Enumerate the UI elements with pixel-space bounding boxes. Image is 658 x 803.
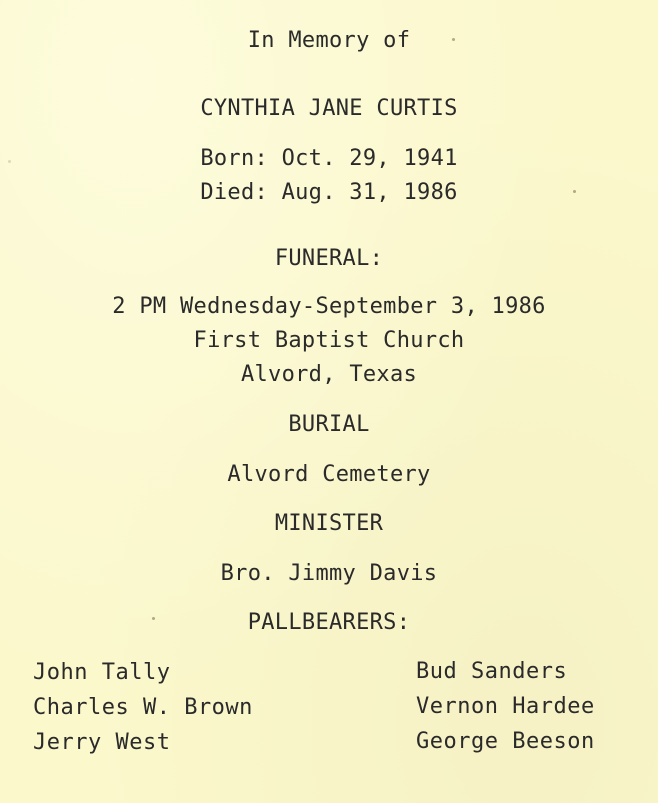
death-date: Died: Aug. 31, 1986 <box>200 180 458 205</box>
paper-speck <box>152 617 155 620</box>
pallbearer-name: Vernon Hardee <box>416 694 595 719</box>
deceased-name: CYNTHIA JANE CURTIS <box>200 96 458 121</box>
funeral-place: First Baptist Church <box>193 328 465 353</box>
funeral-city: Alvord, Texas <box>240 362 418 387</box>
pallbearer-name: Bud Sanders <box>416 659 568 684</box>
burial-place: Alvord Cemetery <box>227 462 431 487</box>
pallbearer-name: John Tally <box>33 660 171 685</box>
paper-speck <box>8 160 11 163</box>
minister-name: Bro. Jimmy Davis <box>220 561 438 586</box>
birth-date: Born: Oct. 29, 1941 <box>200 146 458 171</box>
burial-heading: BURIAL <box>288 412 370 437</box>
paper-speck <box>573 190 576 193</box>
pallbearer-name: Charles W. Brown <box>33 695 253 720</box>
pallbearer-name: Jerry West <box>33 730 171 755</box>
minister-heading: MINISTER <box>274 511 384 536</box>
pallbearer-name: George Beeson <box>416 729 595 754</box>
pallbearers-heading: PALLBEARERS: <box>247 610 411 635</box>
memory-heading: In Memory of <box>247 28 411 53</box>
funeral-heading: FUNERAL: <box>274 246 384 271</box>
funeral-time: 2 PM Wednesday-September 3, 1986 <box>112 294 546 319</box>
paper-speck <box>452 38 455 41</box>
